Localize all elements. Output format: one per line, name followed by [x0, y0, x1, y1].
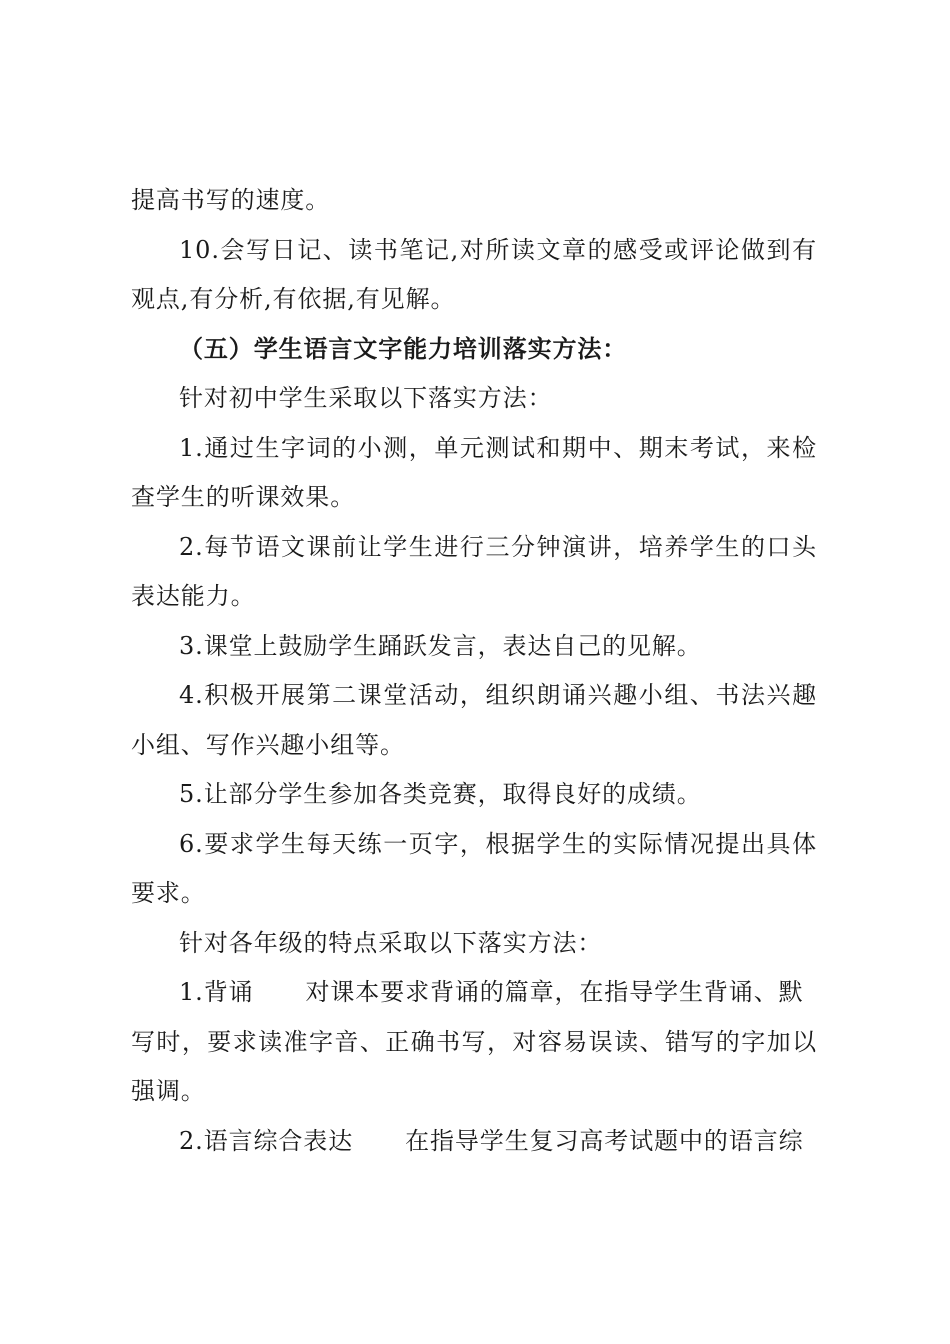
paragraph-line: 针对初中学生采取以下落实方法：	[179, 384, 553, 412]
paragraph-line: 4.积极开展第二课堂活动，组织朗诵兴趣小组、书法兴趣	[179, 681, 817, 709]
paragraph-line: 5.让部分学生参加各类竞赛，取得良好的成绩。	[179, 780, 702, 808]
section-heading: （五）学生语言文字能力培训落实方法：	[179, 334, 628, 363]
paragraph-line: 针对各年级的特点采取以下落实方法：	[179, 928, 603, 957]
term-label: 2.语言综合表达	[179, 1126, 354, 1155]
body-text	[131, 176, 817, 1166]
paragraph-line: 6.要求学生每天练一页字，根据学生的实际情况提出具体	[179, 829, 817, 858]
paragraph-line: 观点,有分析,有依据,有见解。	[131, 285, 456, 313]
paragraph-line: 写时，要求读准字音、正确书写，对容易误读、错写的字加以	[131, 1027, 817, 1056]
paragraph-line-with-term	[131, 968, 817, 1018]
paragraph-line-with-term	[131, 1117, 817, 1167]
paragraph-line: 3.课堂上鼓励学生踊跃发言，表达自己的见解。	[179, 631, 702, 660]
paragraph-line: 提高书写的速度。	[131, 186, 331, 214]
paragraph-line: 要求。	[131, 879, 206, 907]
term-description: 在指导学生复习高考试题中的语言综	[405, 1126, 804, 1155]
paragraph-line: 小组、写作兴趣小组等。	[131, 730, 405, 759]
paragraph-line: 10.会写日记、读书笔记,对所读文章的感受或评论做到有	[179, 235, 817, 264]
term-description: 对课本要求背诵的篇章，在指导学生背诵、默	[305, 978, 804, 1006]
paragraph-line: 1.通过生字词的小测，单元测试和期中、期末考试，来检	[179, 433, 817, 462]
paragraph-line: 强调。	[131, 1077, 206, 1105]
paragraph-line: 2.每节语文课前让学生进行三分钟演讲，培养学生的口头	[179, 532, 817, 561]
paragraph-line: 查学生的听课效果。	[131, 483, 356, 511]
paragraph-line: 表达能力。	[131, 582, 256, 610]
term-label: 1.背诵	[179, 978, 254, 1006]
